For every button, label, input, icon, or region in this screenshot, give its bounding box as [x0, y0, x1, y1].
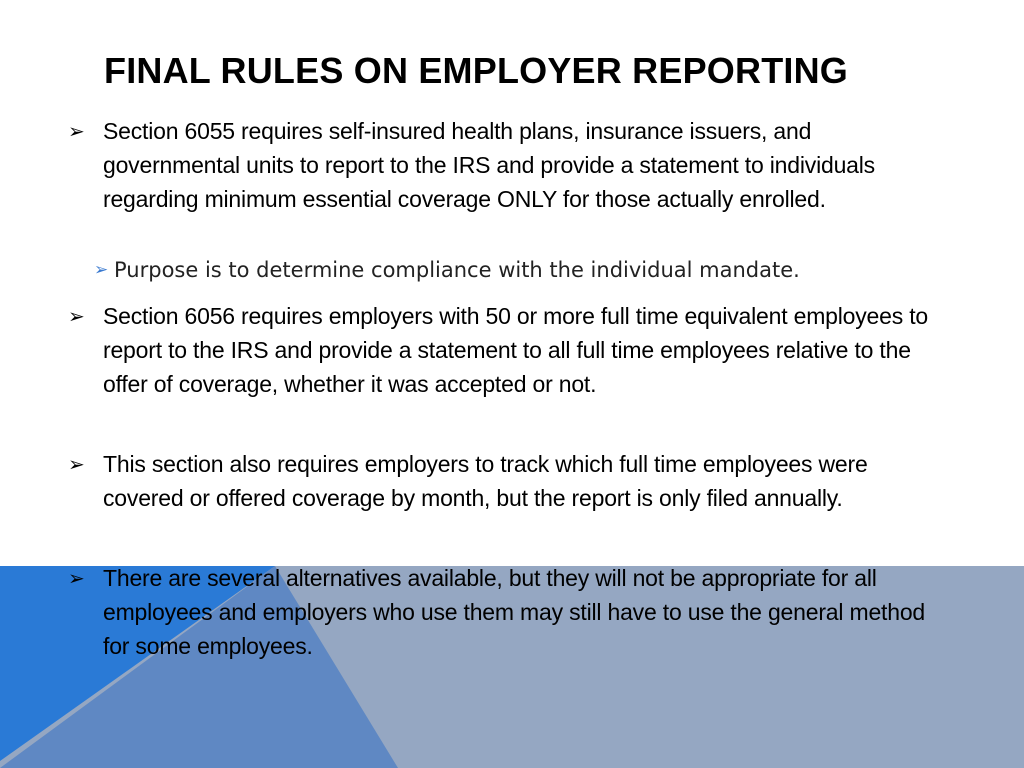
sub-bullet-text: Purpose is to determine compliance with the individual mandate. [114, 258, 800, 282]
bullet-text: Section 6056 requires employers with 50 or more full time equivalent employees to report to the IRS and provide a statement to all full time employees relative to the offer of coverage, whether it was accepted or not. [103, 303, 929, 397]
arrow-bullet-icon: ➢ [94, 260, 109, 280]
bullet-tracking [68, 447, 948, 515]
bullet-text: This section also requires employers to track which full time employees were covered or offered coverage by month, but the report is only filed annually. [103, 451, 868, 511]
sub-bullet-purpose [94, 254, 954, 286]
arrow-bullet-icon: ➢ [68, 452, 85, 476]
bullet-text: Section 6055 requires self-insured health plans, insurance issuers, and governmental units to report to the IRS and provide a statement to individuals regarding minimum essential coverage ONLY for those actually enrolled. [103, 118, 875, 212]
arrow-bullet-icon: ➢ [68, 119, 85, 143]
slide-title: FINAL RULES ON EMPLOYER REPORTING [104, 50, 848, 91]
bullet-text: There are several alternatives available, but they will not be appropriate for all employees and employers who use them may still have to use the general method for some employees. [103, 565, 926, 659]
arrow-bullet-icon: ➢ [68, 304, 85, 328]
arrow-bullet-icon: ➢ [68, 566, 85, 590]
bullet-section-6056 [68, 299, 948, 401]
bullet-alternatives [68, 561, 948, 663]
bullet-section-6055 [68, 114, 948, 216]
